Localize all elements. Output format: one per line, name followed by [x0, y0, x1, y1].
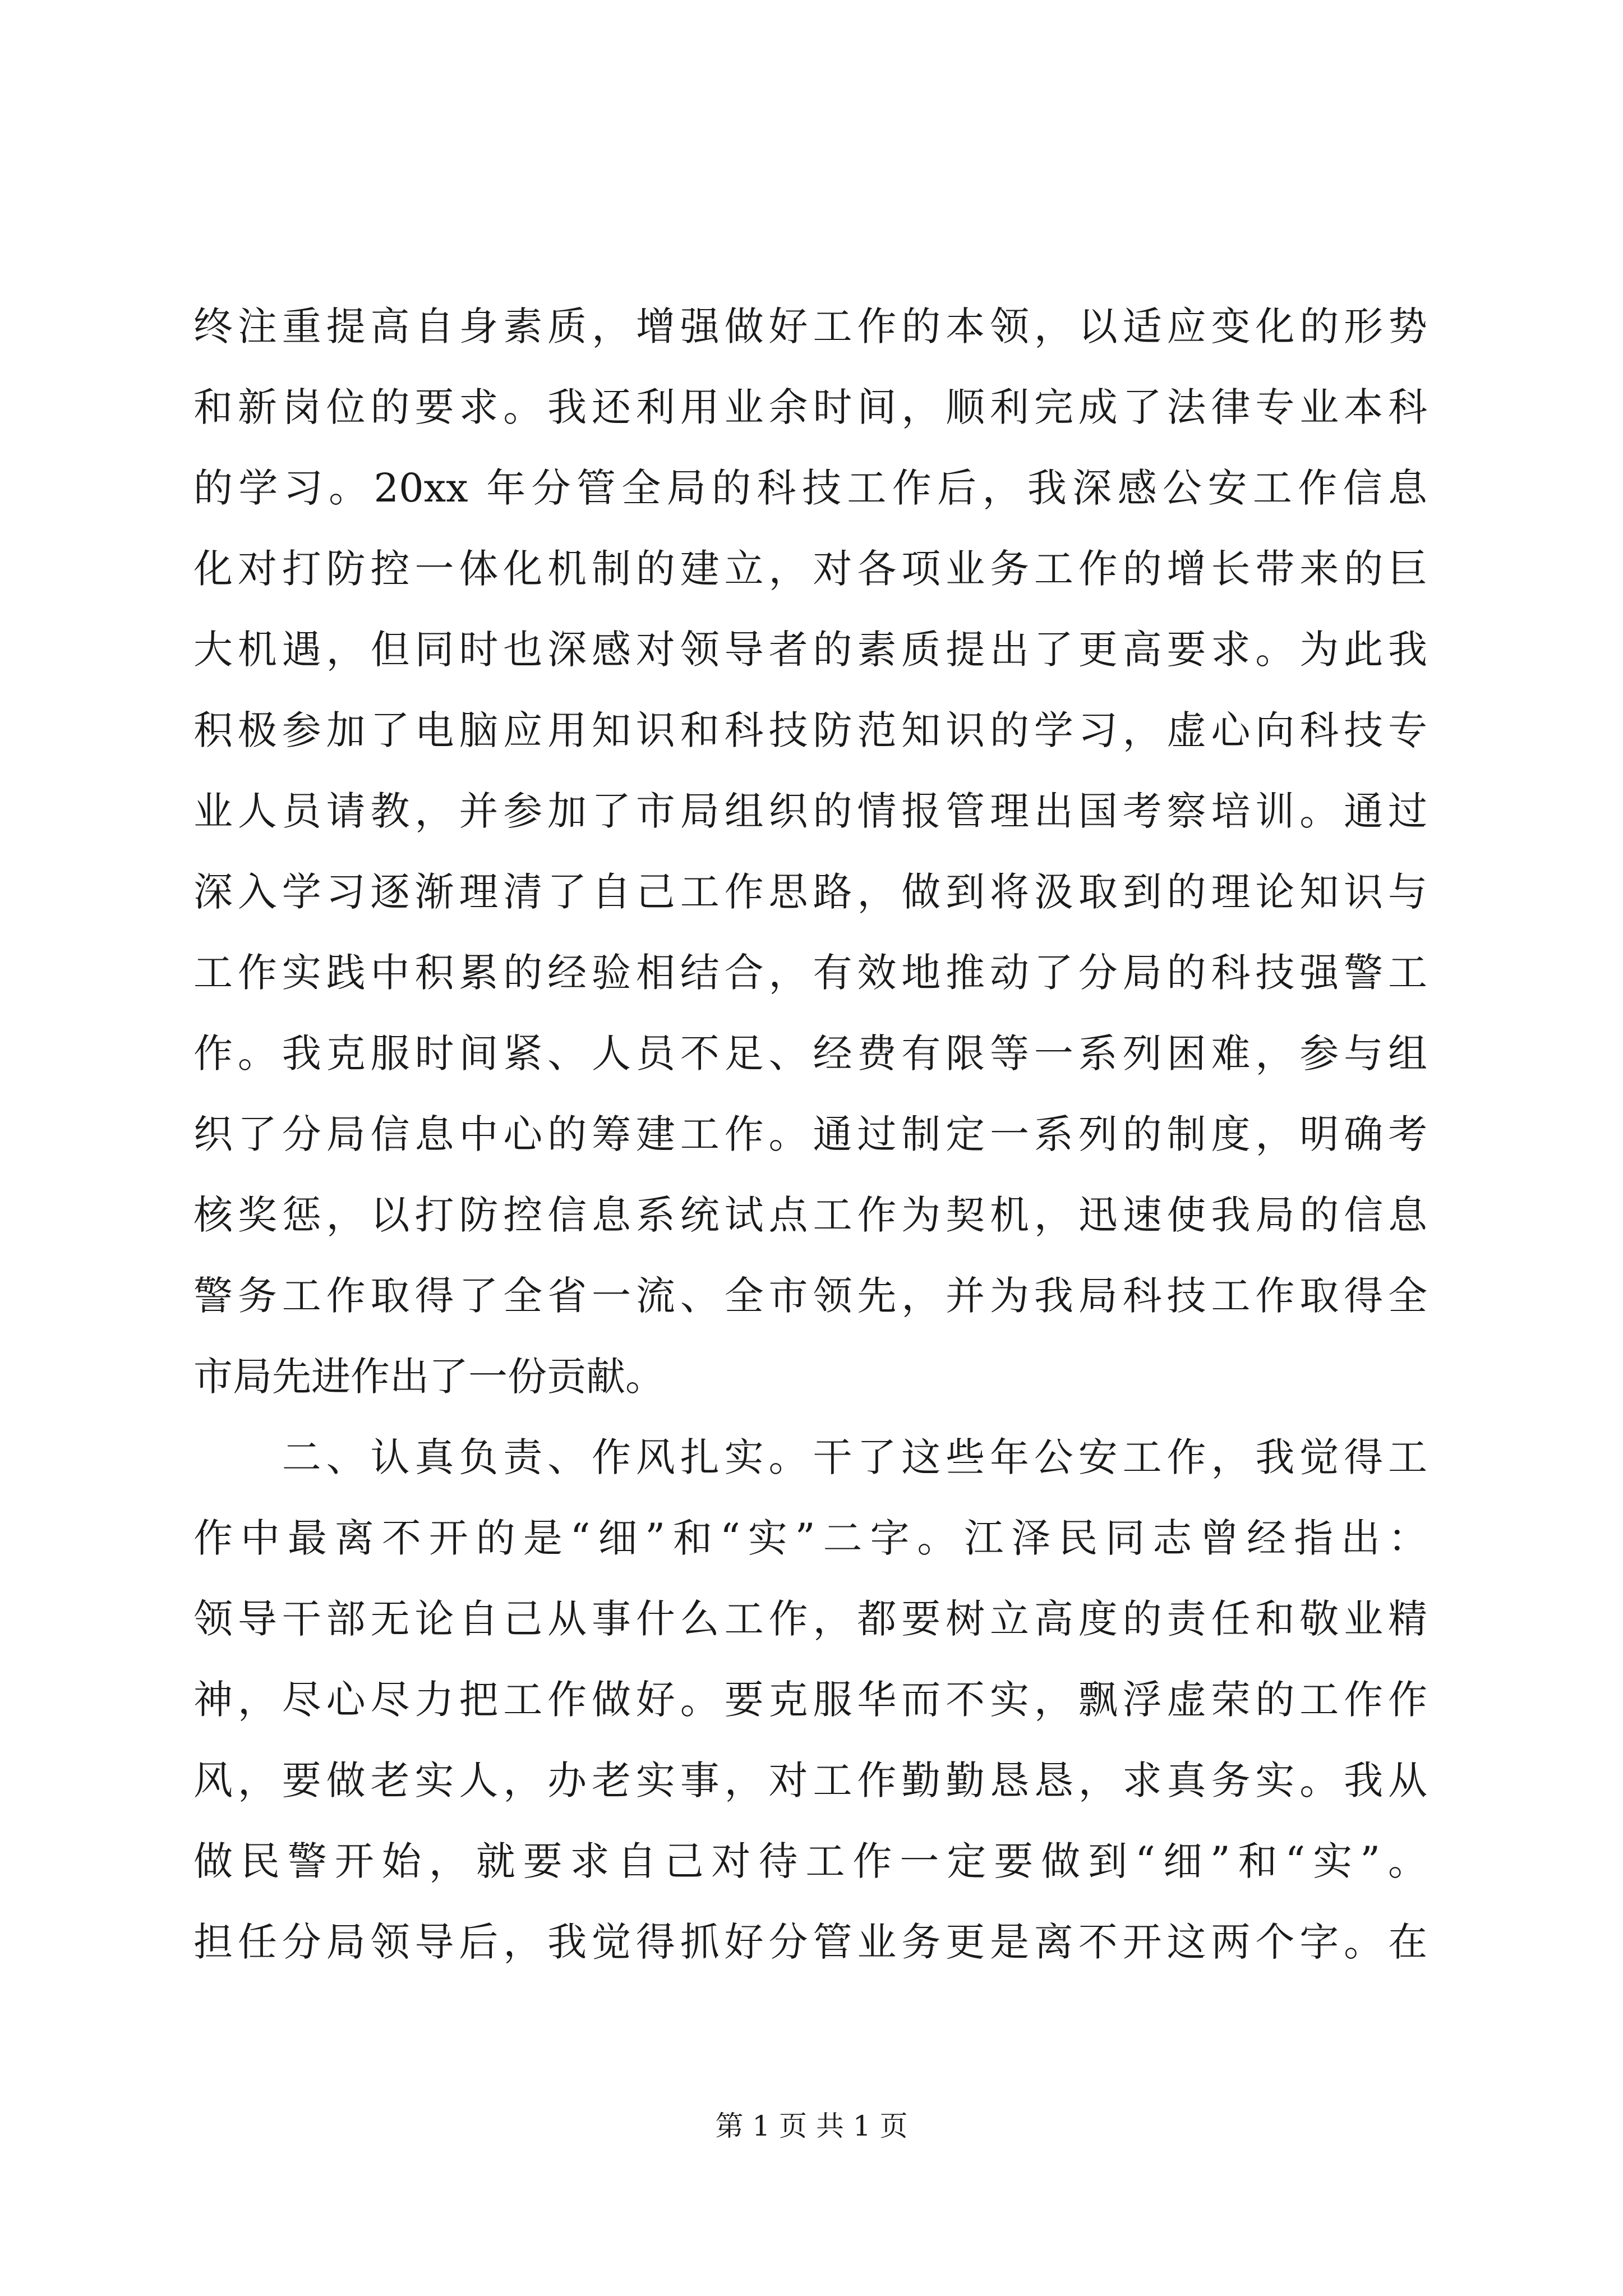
text-line: 工作实践中积累的经验相结合，有效地推动了分局的科技强警工: [193, 950, 1427, 996]
text-line: 深入学习逐渐理清了自己工作思路，做到将汲取到的理论知识与: [193, 869, 1427, 915]
text-line: 化对打防控一体化机制的建立，对各项业务工作的增长带来的巨: [193, 546, 1427, 592]
text-line: 做民警开始，就要求自己对待工作一定要做到“细”和“实”。: [193, 1838, 1427, 1884]
text-line: 领导干部无论自己从事什么工作，都要树立高度的责任和敬业精: [193, 1596, 1427, 1642]
text-line: 终注重提高自身素质，增强做好工作的本领，以适应变化的形势: [193, 303, 1427, 349]
text-line: 担任分局领导后，我觉得抓好分管业务更是离不开这两个字。在: [193, 1919, 1427, 1965]
text-line: 作中最离不开的是“细”和“实”二字。江泽民同志曾经指出：: [193, 1515, 1427, 1561]
page-number-footer: 第 1 页 共 1 页: [715, 2110, 908, 2142]
text-line: 神，尽心尽力把工作做好。要克服华而不实，飘浮虚荣的工作作: [193, 1677, 1427, 1723]
document-body: [193, 286, 1427, 1982]
text-line: 的学习。20xx 年分管全局的科技工作后，我深感公安工作信息: [193, 465, 1427, 511]
text-line: 警务工作取得了全省一流、全市领先，并为我局科技工作取得全: [193, 1273, 1427, 1319]
text-line: 二、认真负责、作风扎实。干了这些年公安工作，我觉得工: [193, 1434, 1427, 1480]
text-line: 大机遇，但同时也深感对领导者的素质提出了更高要求。为此我: [193, 627, 1427, 673]
text-line: 核奖惩，以打防控信息系统试点工作为契机，迅速使我局的信息: [193, 1192, 1427, 1238]
text-line: 风，要做老实人，办老实事，对工作勤勤恳恳，求真务实。我从: [193, 1757, 1427, 1803]
text-line: 织了分局信息中心的筹建工作。通过制定一系列的制度，明确考: [193, 1111, 1427, 1157]
text-line: 市局先进作出了一份贡献。: [193, 1354, 665, 1400]
text-line: 业人员请教，并参加了市局组织的情报管理出国考察培训。通过: [193, 788, 1427, 834]
text-line: 和新岗位的要求。我还利用业余时间，顺利完成了法律专业本科: [193, 384, 1427, 430]
text-line: 积极参加了电脑应用知识和科技防范知识的学习，虚心向科技专: [193, 707, 1427, 753]
text-line: 作。我克服时间紧、人员不足、经费有限等一系列困难，参与组: [193, 1030, 1427, 1076]
